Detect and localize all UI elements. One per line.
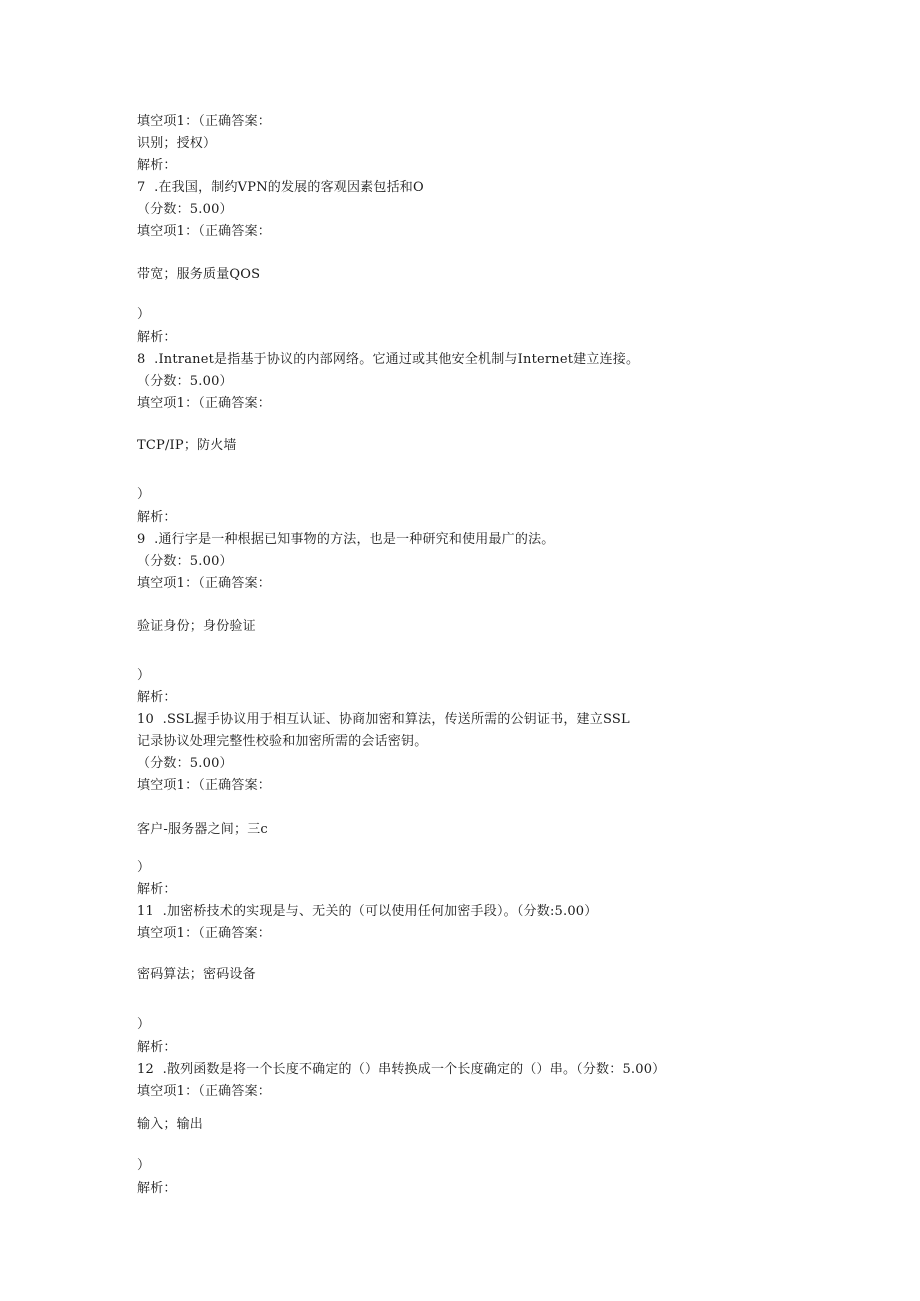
score-line: （分数：5.00） (137, 374, 233, 389)
text-line: 填空项1：（正确答案： (137, 1084, 271, 1099)
answer-10: 客户-服务器之间；三c (137, 822, 268, 837)
text-line: 填空项1：（正确答案： (137, 396, 271, 411)
text-line: 填空项1：（正确答案： (137, 778, 271, 793)
answer-12: 输入；输出 (137, 1117, 204, 1132)
question-7: 7 .在我国，制约VPN的发展的客观因素包括和O (137, 180, 424, 195)
text-line: ） (137, 307, 151, 322)
text-line: 解析： (137, 158, 177, 173)
answer-7: 带宽；服务质量QOS (137, 267, 261, 282)
text-line: ） (137, 668, 151, 683)
text-line: ） (137, 487, 151, 502)
text-line: ） (137, 1017, 151, 1032)
text-line: 解析： (137, 1181, 177, 1196)
text-line: 识别；授权） (137, 136, 217, 151)
question-11: 11 .加密桥技术的实现是与、无关的（可以使用任何加密手段）。（分数:5.00） (137, 904, 598, 919)
text-line: 填空项1：（正确答案： (137, 224, 271, 239)
question-9: 9 .通行字是一种根据已知事物的方法，也是一种研究和使用最广的法。 (137, 532, 555, 547)
text-line: 解析： (137, 1040, 177, 1055)
text-line: ） (137, 860, 151, 875)
text-line: 填空项1：（正确答案： (137, 926, 271, 941)
text-line: 解析： (137, 690, 177, 705)
answer-9: 验证身份；身份验证 (137, 619, 256, 634)
question-12: 12 .散列函数是将一个长度不确定的（）串转换成一个长度确定的（）串。（分数：5.00） (137, 1062, 666, 1077)
score-line: （分数：5.00） (137, 202, 233, 217)
answer-8: TCP/IP；防火墙 (137, 438, 237, 453)
text-line: 解析： (137, 510, 177, 525)
text-line: 解析： (137, 882, 177, 897)
text-line: 解析： (137, 330, 177, 345)
question-10-cont: 记录协议处理完整性校验和加密所需的会话密钥。 (137, 734, 428, 749)
score-line: （分数：5.00） (137, 554, 233, 569)
text-line: ） (137, 1158, 151, 1173)
answer-11: 密码算法；密码设备 (137, 967, 256, 982)
question-10: 10 .SSL握手协议用于相互认证、协商加密和算法，传送所需的公钥证书，建立SSL (137, 712, 630, 727)
question-8: 8 .Intranet是指基于协议的内部网络。它通过或其他安全机制与Internet建立连接。 (137, 352, 640, 367)
text-line: 填空项1：（正确答案： (137, 114, 271, 129)
score-line: （分数：5.00） (137, 756, 233, 771)
text-line: 填空项1：（正确答案： (137, 576, 271, 591)
